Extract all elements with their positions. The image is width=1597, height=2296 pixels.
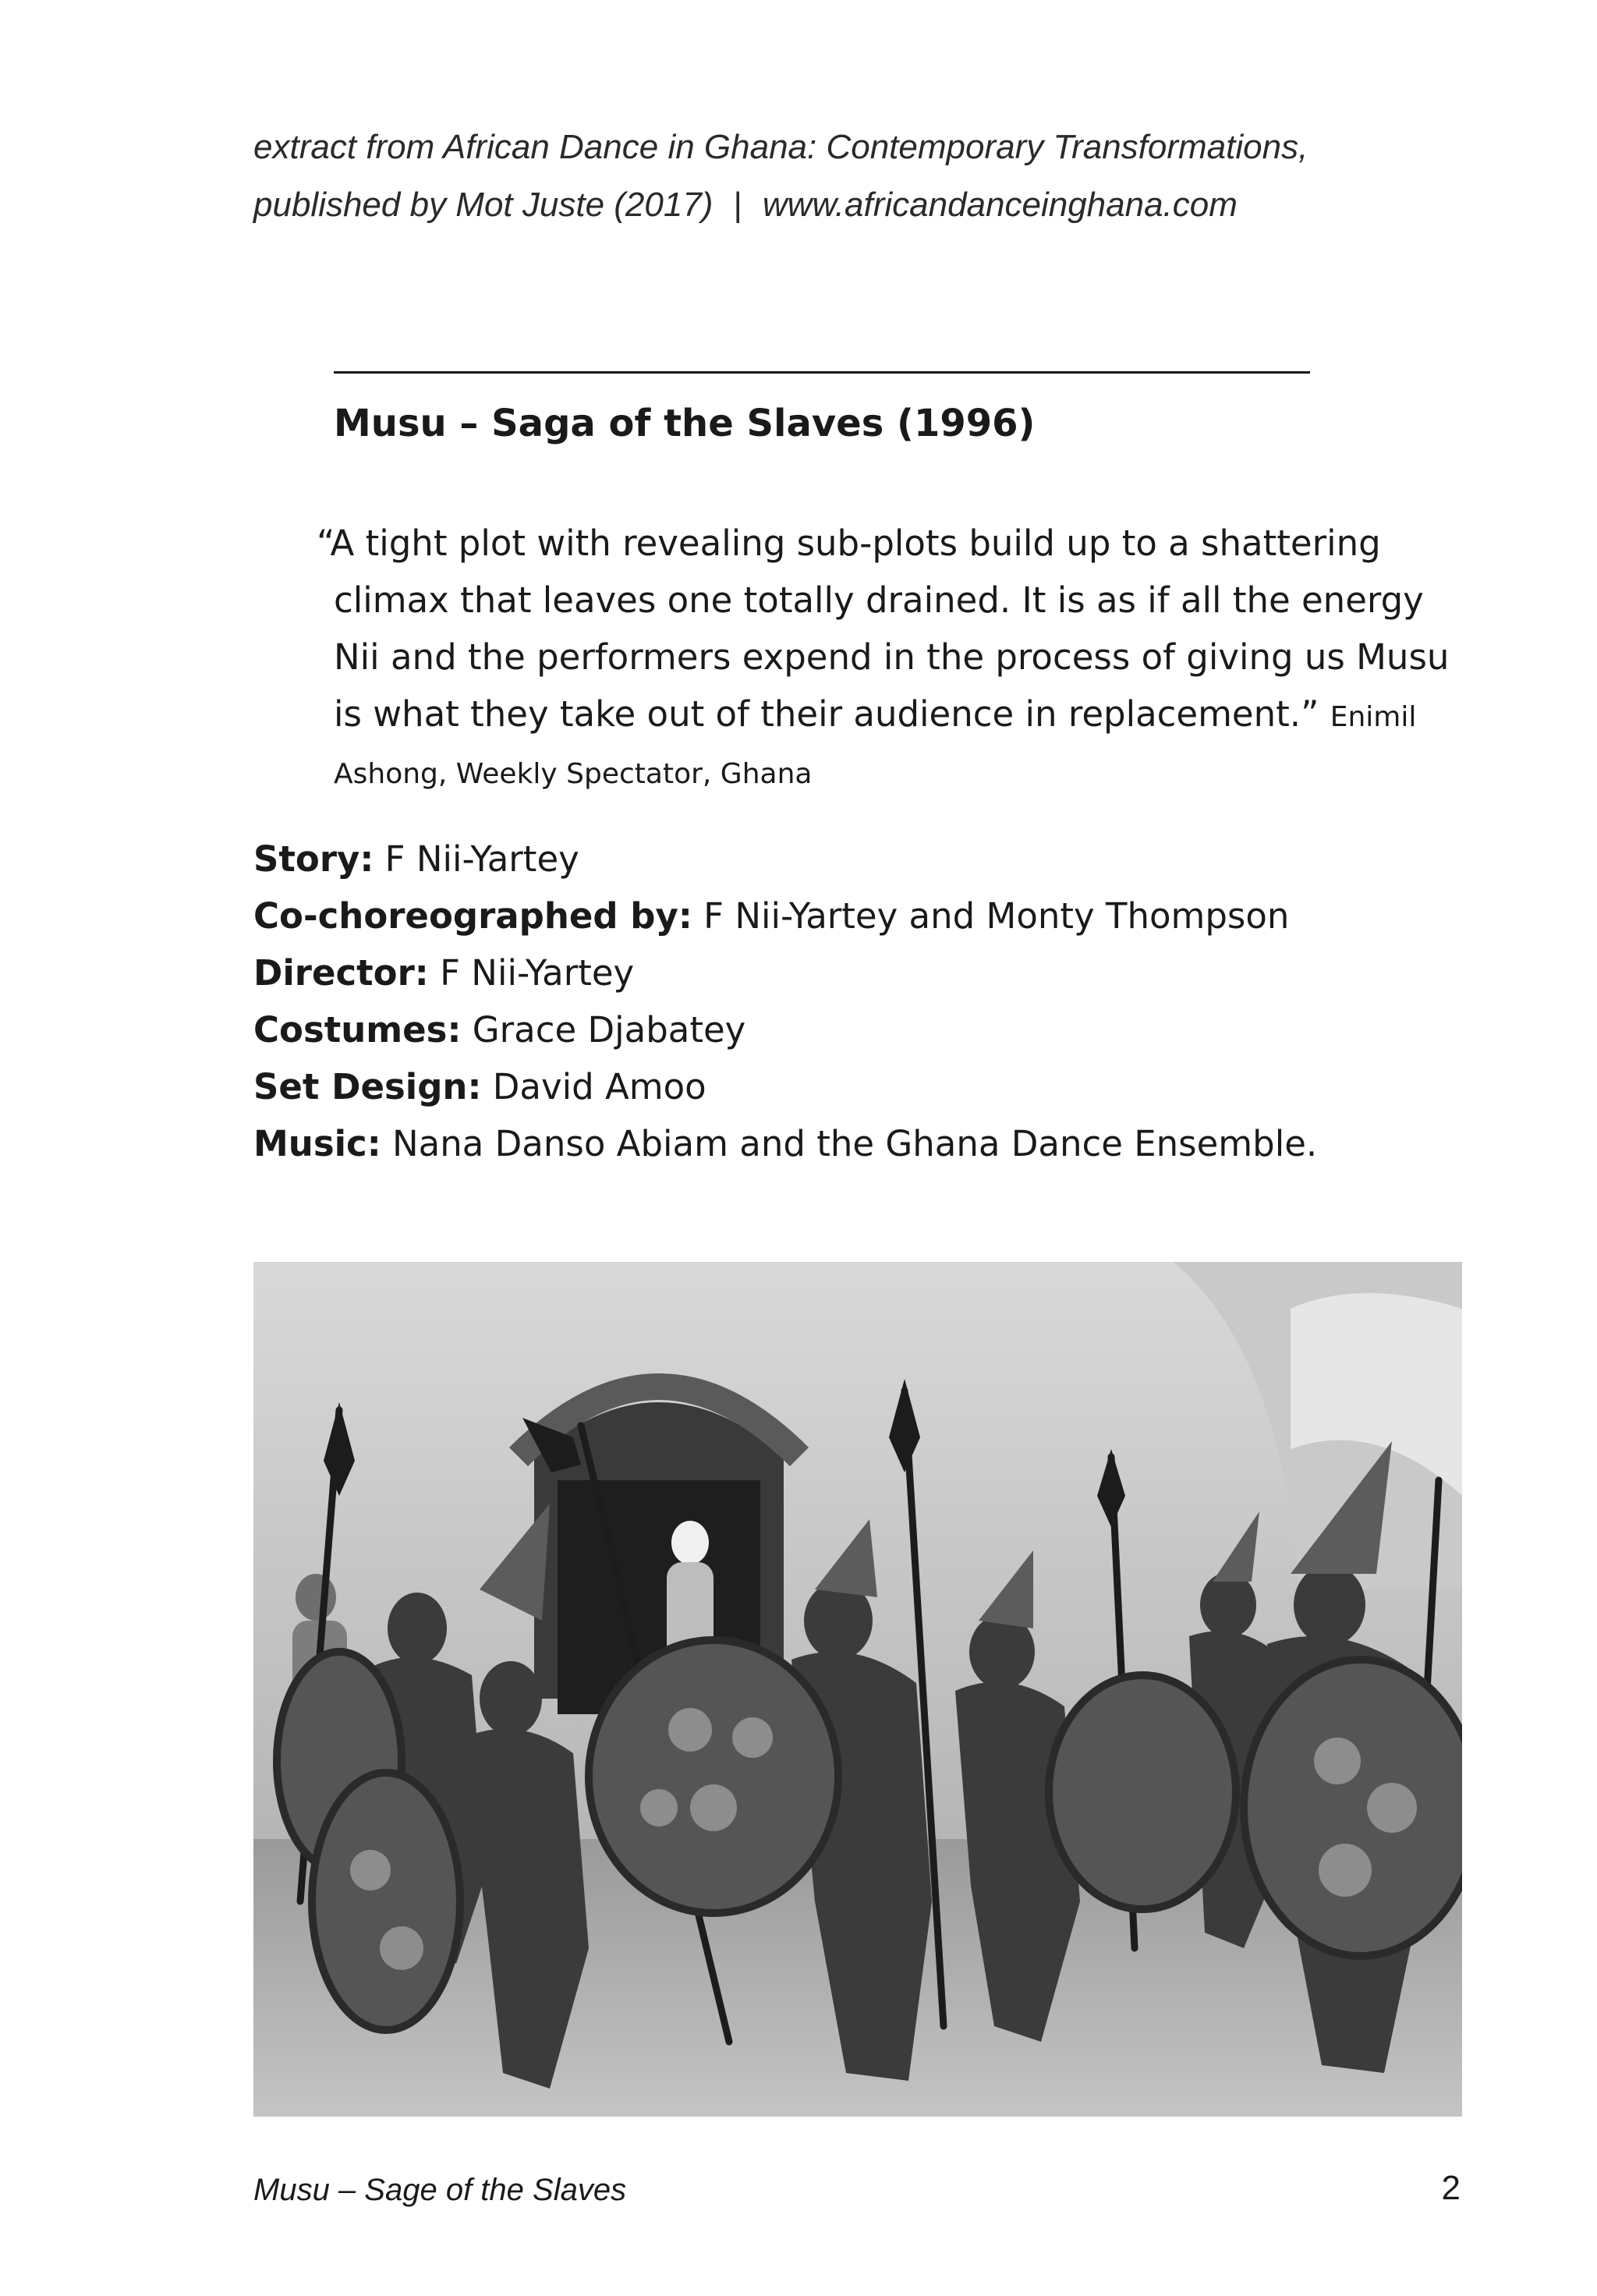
header-website-link[interactable]: www.africandanceinghana.com (762, 186, 1238, 224)
credit-value: David Amoo (492, 1066, 706, 1107)
credit-label: Co-choreographed by: (253, 895, 692, 937)
credit-choreography (253, 888, 1317, 944)
performance-photo-illustration (253, 1262, 1462, 2117)
footer-running-title: Musu – Sage of the Slaves (253, 2173, 627, 2207)
credits-list (253, 831, 1317, 1172)
header-separator: | (733, 186, 742, 224)
credit-music (253, 1115, 1317, 1172)
quote-line: climax that leaves one totally drained. It is as if all the energy (334, 579, 1424, 621)
quote-line-with-attribution (317, 686, 1417, 746)
quote-line: “A tight plot with revealing sub-plots build up to a shattering (317, 523, 1381, 564)
credit-value: Nana Danso Abiam and the Ghana Dance Ensemble. (392, 1123, 1318, 1164)
credit-value: Grace Djabatey (472, 1009, 746, 1051)
quote-attribution-end: Ashong, Weekly Spectator, Ghana (334, 758, 813, 790)
section-title: Musu – Saga of the Slaves (1996) (334, 402, 1036, 445)
credit-label: Music: (253, 1123, 381, 1164)
credit-value: F Nii-Yartey (384, 838, 579, 880)
credit-set-design (253, 1058, 1317, 1115)
review-quote (317, 515, 1450, 803)
page-number: 2 (1441, 2169, 1461, 2207)
header-publisher: published by Mot Juste (2017) (253, 186, 714, 224)
credit-costumes (253, 1001, 1317, 1058)
credit-label: Story: (253, 838, 374, 880)
quote-line: is what they take out of their audience in replacement.” (334, 693, 1319, 735)
section-divider (334, 371, 1310, 374)
header-line-1: extract from African Dance in Ghana: Contemporary Transformations, (253, 128, 1308, 166)
credit-label: Costumes: (253, 1009, 462, 1051)
performance-photo (253, 1262, 1462, 2117)
publication-header (253, 119, 1423, 234)
credit-story (253, 831, 1317, 888)
credit-director (253, 944, 1317, 1001)
credit-value: F Nii-Yartey and Monty Thompson (703, 895, 1290, 937)
credit-value: F Nii-Yartey (440, 952, 635, 994)
credit-label: Director: (253, 952, 429, 994)
quote-attribution-start: Enimil (1330, 701, 1417, 733)
quote-line: Nii and the performers expend in the process of giving us Musu (334, 636, 1450, 678)
header-line-2 (253, 176, 1423, 234)
credit-label: Set Design: (253, 1066, 482, 1107)
